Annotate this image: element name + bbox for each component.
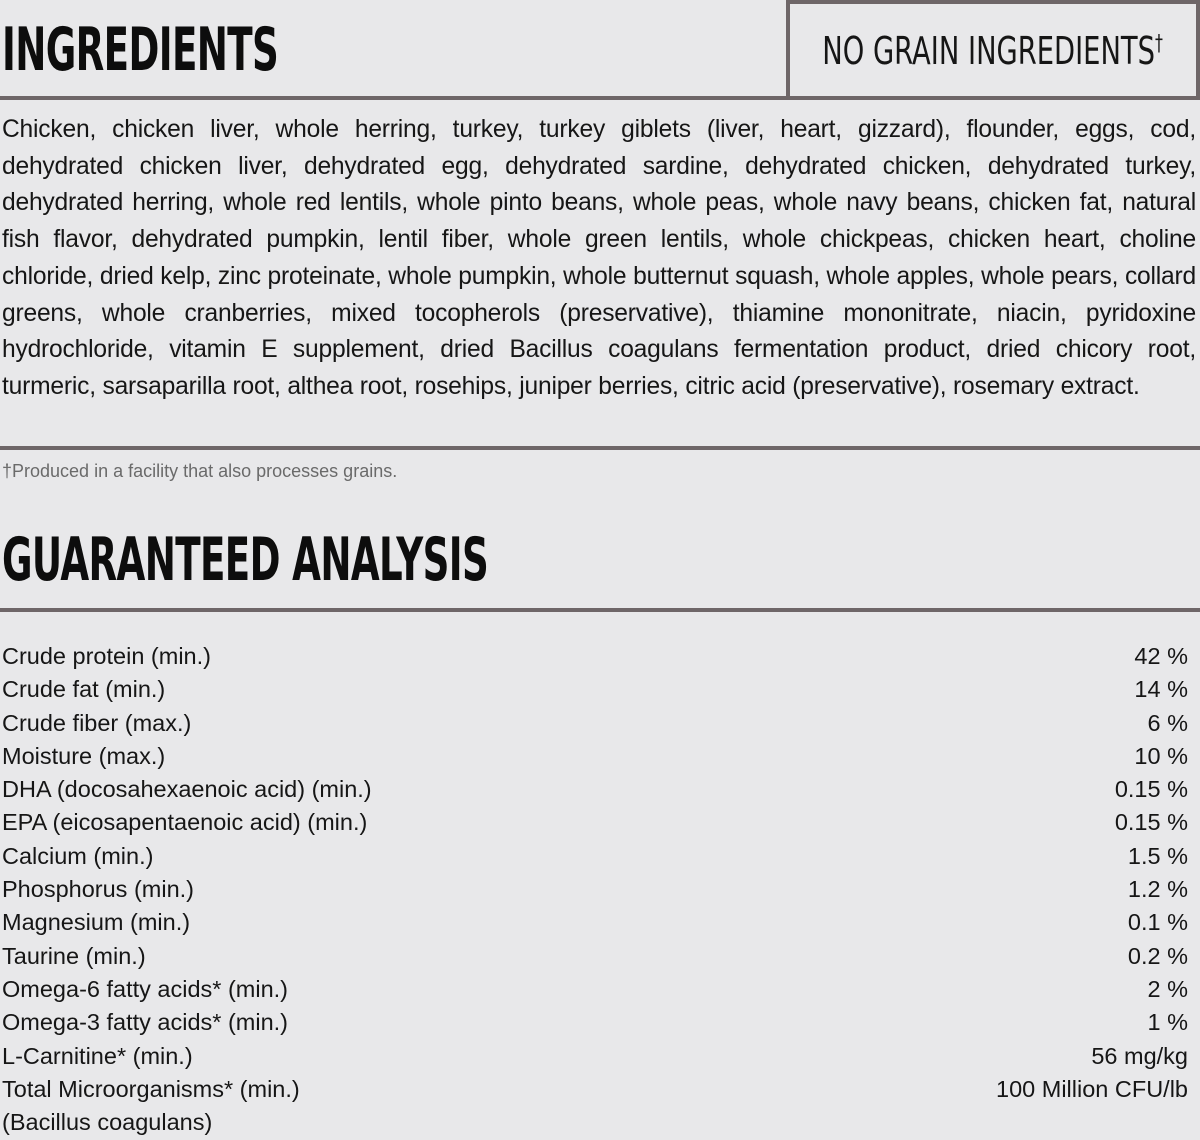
analysis-row: [0, 973, 1188, 1006]
dagger-mark: †: [1155, 31, 1164, 57]
nutrient-value: 2 %: [1147, 975, 1188, 1002]
analysis-row: [0, 707, 1188, 740]
nutrient-name: Crude protein (min.): [2, 643, 211, 669]
nutrient-name: EPA (eicosapentaenoic acid) (min.): [2, 809, 368, 836]
ingredients-bottom-rule: [0, 446, 1200, 450]
nutrient-value: 1 %: [1147, 1009, 1188, 1036]
nutrient-name: Moisture (max.): [2, 742, 166, 769]
nutrient-name: Omega-6 fatty acids* (min.): [2, 975, 289, 1002]
nutrient-name: DHA (docosahexaenoic acid) (min.): [2, 776, 372, 803]
nutrient-value: 100 Million CFU/lb: [996, 1075, 1188, 1102]
nutrient-value: 0.15 %: [1114, 809, 1188, 836]
badge-text: NO GRAIN INGREDIENTS: [822, 29, 1156, 73]
ingredients-text: Chicken, chicken liver, whole herring, turkey, turkey giblets (liver, heart, gizzard), flounder, eggs, cod, dehydrated chicken liver, dehydrated egg, dehydrated sardine, dehydrated chicken, dehydrated turkey, dehydrated herring, whole red lentils, whole pinto beans, whole peas, whole navy beans, chicken fat, natural fish flavor, dehydrated pumpkin, lentil fiber, whole green lentils, whole chickpeas, chicken heart, choline chloride, dried kelp, zinc proteinate, whole pumpkin, whole butternut squash, whole apples, whole pears, collard greens, whole cranberries, mixed tocopherols (preservative), thiamine mononitrate, niacin, pyridoxine hydrochloride, vitamin E supplement, dried Bacillus coagulans fermentation product, dried chicory root, turmeric, sarsaparilla root, althea root, rosehips, juniper berries, citric acid (preservative), rosemary extract.: [2, 116, 1196, 400]
analysis-row: [0, 1073, 1188, 1140]
analysis-row: [0, 740, 1188, 773]
nutrient-value: 10 %: [1134, 742, 1188, 769]
nutrient-name: Crude fat (min.): [2, 676, 166, 703]
nutrient-name: Crude fiber (max.): [2, 709, 192, 736]
ingredients-title: INGREDIENTS: [2, 15, 279, 85]
nutrient-value: 0.1 %: [1127, 909, 1188, 936]
nutrient-value: 56 mg/kg: [1091, 1042, 1188, 1069]
analysis-row: [0, 1006, 1188, 1039]
nutrient-value: 42 %: [1134, 643, 1188, 669]
nutrient-name: L-Carnitine* (min.): [2, 1042, 193, 1069]
nutrient-name: Magnesium (min.): [2, 909, 191, 936]
analysis-rule: [0, 608, 1200, 612]
nutrient-value: 0.2 %: [1127, 942, 1188, 969]
nutrient-value: 6 %: [1147, 709, 1188, 736]
nutrient-value: 1.2 %: [1127, 876, 1188, 903]
nutrient-value: 14 %: [1134, 676, 1188, 703]
analysis-row: [0, 906, 1188, 939]
guaranteed-analysis-table: [0, 640, 1188, 1139]
ingredients-rule: [0, 96, 1200, 100]
nutrient-name: Total Microorganisms* (min.) (Bacillus coagulans): [2, 1075, 300, 1136]
guaranteed-analysis-title: GUARANTEED ANALYSIS: [2, 525, 489, 595]
grain-facility-footnote: †Produced in a facility that also processes grains.: [2, 461, 398, 481]
nutrient-name: Calcium (min.): [2, 842, 154, 869]
no-grain-badge: [786, 0, 1200, 98]
nutrient-value: 1.5 %: [1127, 842, 1188, 869]
analysis-row: [0, 940, 1188, 973]
no-grain-badge-label: [823, 29, 1164, 73]
nutrient-name: Taurine (min.): [2, 942, 146, 969]
analysis-row: [0, 773, 1188, 806]
nutrient-name: Phosphorus (min.): [2, 876, 194, 903]
analysis-row: [0, 640, 1188, 673]
analysis-row: [0, 840, 1188, 873]
nutrient-name: Omega-3 fatty acids* (min.): [2, 1009, 289, 1036]
analysis-row: [0, 806, 1188, 839]
nutrient-value: 0.15 %: [1114, 776, 1188, 803]
analysis-row: [0, 873, 1188, 906]
analysis-row: [0, 1040, 1188, 1073]
analysis-row: [0, 673, 1188, 706]
